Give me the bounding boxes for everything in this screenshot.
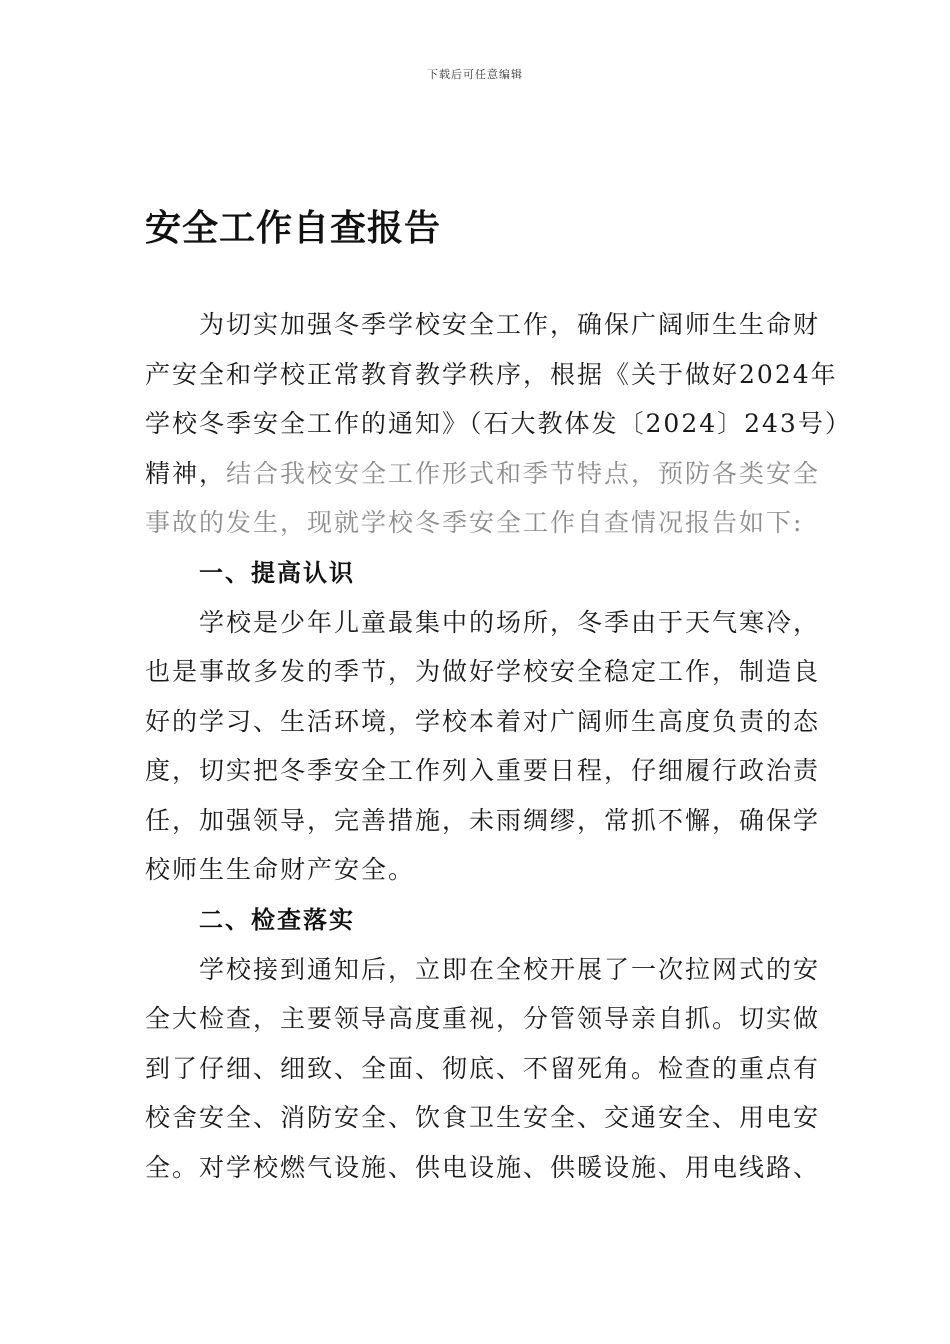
section-heading-1: 一、提高认识 (199, 558, 355, 587)
intro-line (145, 498, 804, 548)
section2-line: 到了仔细、细致、全面、彻底、不留死角。检查的重点有 (145, 1053, 821, 1083)
section1-line: 校师生生命财产安全。 (145, 855, 416, 884)
intro-line (145, 449, 821, 499)
section2-line: 全。对学校燃气设施、供电设施、供暖设施、用电线路、 (145, 1152, 821, 1182)
section1-line: 也是事故多发的季节，为做好学校安全稳定工作，制造良 (145, 657, 821, 686)
intro-line: 学校冬季安全工作的通知》（石大教体发〔2024〕243号） (145, 409, 852, 438)
section1-line: 好的学习、生活环境，学校本着对广阔师生高度负责的态 (145, 706, 821, 736)
intro-line: 产安全和学校正常教育教学秩序，根据《关于做好2024年 (145, 359, 838, 389)
section1-line: 学校是少年儿童最集中的场所，冬季由于天气寒冷， (199, 607, 821, 637)
header-note: 下载后可任意编辑 (427, 68, 523, 81)
section1-line: 度，切实把冬季安全工作列入重要日程，仔细履行政治责 (145, 756, 821, 785)
intro-line: 为切实加强冬季学校安全工作，确保广阔师生生命财 (199, 310, 821, 339)
intro-line-segment-faded: 事故的发生，现就学校冬季安全工作自查情况报告如下: (145, 508, 804, 537)
section1-paragraph (145, 598, 821, 895)
section-heading-2: 二、检查落实 (199, 905, 355, 934)
section2-line: 全大检查，主要领导高度重视，分管领导亲自抓。切实做 (145, 1004, 821, 1033)
section2-line: 学校接到通知后，立即在全校开展了一次拉网式的安 (199, 954, 821, 984)
intro-line-segment: 精神， (145, 458, 227, 488)
document-body (145, 300, 852, 1192)
section2-paragraph (145, 945, 821, 1193)
section1-line: 任，加强领导，完善措施，未雨绸缪，常抓不懈，确保学 (145, 805, 821, 835)
document-title: 安全工作自查报告 (145, 208, 442, 249)
intro-line-segment-faded: 结合我校安全工作形式和季节特点，预防各类安全 (226, 458, 821, 488)
intro-paragraph (145, 300, 852, 548)
section2-line: 校舍安全、消防安全、饮食卫生安全、交通安全、用电安 (145, 1103, 821, 1132)
